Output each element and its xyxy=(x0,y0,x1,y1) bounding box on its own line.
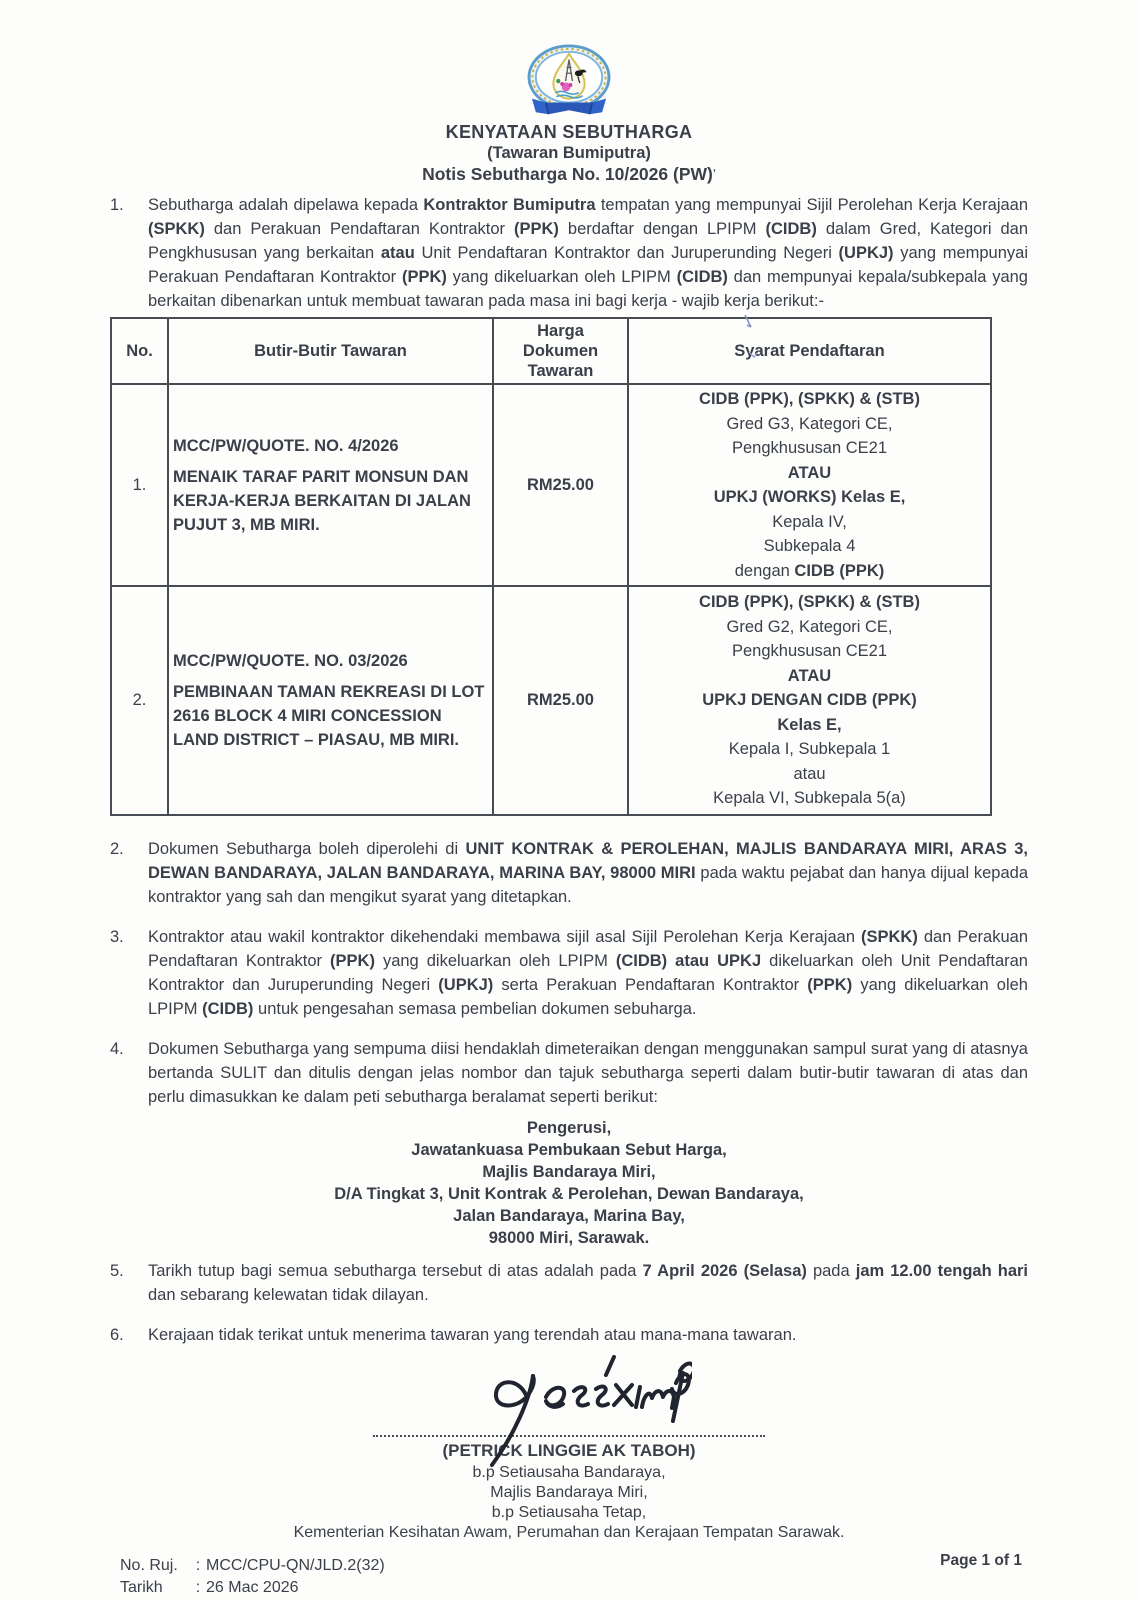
tender-table xyxy=(110,317,992,816)
handwritten-signature xyxy=(480,1351,692,1469)
date-colon: : xyxy=(195,1579,201,1596)
stray-scan-mark xyxy=(742,314,754,330)
item-number: 3. xyxy=(110,928,124,946)
item-text: Dokumen Sebutharga boleh diperolehi di UNIT KONTRAK & PEROLEHAN, MAJLIS BANDARAYA MIRI, ARAS 3, DEWAN BANDARAYA, JALAN BANDARAYA, MARINA BAY, 98000 MIRI pada waktu pejabat dan hanya dijual kepada kontraktor yang sah dan mengikut syarat yang ditetapkan. xyxy=(148,840,1028,906)
row-number: 2. xyxy=(111,586,168,815)
miri-city-council-crest-logo xyxy=(523,44,615,122)
item-number: 4. xyxy=(110,1040,124,1058)
item-number: 2. xyxy=(110,840,124,858)
quote-description: PEMBINAAN TAMAN REKREASI DI LOT 2616 BLOCK 4 MIRI CONCESSION LAND DISTRICT – PIASAU, MB MIRI. xyxy=(173,683,485,749)
item-number: 6. xyxy=(110,1326,124,1344)
document-subtitle: (Tawaran Bumiputra) xyxy=(487,144,651,162)
item-number: 5. xyxy=(110,1262,124,1280)
quote-description: MENAIK TARAF PARIT MONSUN DAN KERJA-KERJA BERKAITAN DI JALAN PUJUT 3, MB MIRI. xyxy=(173,467,471,534)
document-title: KENYATAAN SEBUTHARGA xyxy=(445,122,693,142)
item-text: Sebutharga adalah dipelawa kepada Kontraktor Bumiputra tempatan yang mempunyai Sijil Perolehan Kerja Kerajaan (SPKK) dan Perakuan Pendaftaran Kontraktor (PPK) berdaftar dengan LPIPM (CIDB) dalam Gred, Kategori dan Pengkhususan yang berkaitan atau Unit Pendaftaran Kontraktor dan Juruperunding Negeri (UPKJ) yang mempunyai Perakuan Pendaftaran Kontraktor (PPK) yang dikeluarkan oleh LPIPM (CIDB) dan mempunyai kepala/subkepala yang berkaitan dibenarkan untuk membuat tawaran pada masa ini bagi kerja - wajib kerja berikut:- xyxy=(148,196,1029,310)
stray-scan-mark xyxy=(747,349,759,361)
table-row xyxy=(111,586,991,815)
date-row xyxy=(120,1577,1028,1599)
document-header xyxy=(110,44,1028,185)
notice-item-4 xyxy=(110,1037,1028,1109)
notice-item-6 xyxy=(110,1323,1028,1347)
date-value: 26 Mac 2026 xyxy=(206,1579,299,1596)
quote-number: MCC/PW/QUOTE. NO. 03/2026 xyxy=(173,652,408,670)
table-header-row xyxy=(111,318,991,384)
document-price: RM25.00 xyxy=(493,586,628,815)
signatory-name: (PETRICK LINGGIE AK TABOH) xyxy=(442,1441,696,1460)
table-row xyxy=(111,384,991,586)
signatory-titles: b.p Setiausaha Bandaraya, Majlis Bandaraya Miri, b.p Setiausaha Tetap, Kementerian Kesihatan Awam, Perumahan dan Kerajaan Tempatan Sarawak. xyxy=(293,1464,845,1541)
item-text: Kontraktor atau wakil kontraktor dikehendaki membawa sijil asal Sijil Perolehan Kerja Kerajaan (SPKK) dan Perakuan Pendaftaran Kontraktor (PPK) yang dikeluarkan oleh LPIPM (CIDB) atau UPKJ dikeluarkan oleh Unit Pendaftaran Kontraktor dan Juruperunding Negeri (UPKJ) serta Perakuan Pendaftaran Kontraktor (PPK) yang dikeluarkan oleh LPIPM (CIDB) untuk pengesahan semasa pembelian dokumen sebuharga. xyxy=(148,928,1028,1018)
submission-address-block: Pengerusi, Jawatankuasa Pembukaan Sebut Harga, Majlis Bandaraya Miri, D/A Tingkat 3, Unit Kontrak & Perolehan, Dewan Bandaraya, Jalan Bandaraya, Marina Bay, 98000 Miri, Sarawak. xyxy=(334,1119,804,1247)
stray-pen-mark: ʼ xyxy=(712,168,716,180)
notice-item-5 xyxy=(110,1259,1028,1307)
item-text: Kerajaan tidak terikat untuk menerima tawaran yang terendah atau mana-mana tawaran. xyxy=(148,1326,797,1344)
col-header-butir: Butir-Butir Tawaran xyxy=(168,318,493,384)
document-price: RM25.00 xyxy=(493,384,628,586)
col-header-no: No. xyxy=(111,318,168,384)
col-header-syarat: Syarat Pendaftaran xyxy=(628,318,991,384)
page-number: Page 1 of 1 xyxy=(940,1552,1022,1569)
item-number: 1. xyxy=(110,196,124,214)
row-number: 1. xyxy=(111,384,168,586)
col-header-harga: Harga Dokumen Tawaran xyxy=(493,318,628,384)
ref-colon: : xyxy=(195,1557,201,1574)
tender-details xyxy=(168,586,493,815)
notice-number: Notis Sebutharga No. 10/2026 (PW)$^ʼ$ xyxy=(422,164,716,184)
quote-number: MCC/PW/QUOTE. NO. 4/2026 xyxy=(173,436,399,455)
notice-item-1 xyxy=(110,193,1028,313)
ref-value: MCC/CPU-QN/JLD.2(32) xyxy=(206,1557,385,1574)
reference-number-row xyxy=(120,1555,1028,1577)
signature-area xyxy=(110,1351,1028,1435)
tender-details xyxy=(168,384,493,586)
registration-requirements: CIDB (PPK), (SPKK) & (STB) Gred G3, Kategori CE, Pengkhususan CE21 ATAU UPKJ (WORKS) Kelas E, Kepala IV, Subkepala 4 dengan CIDB (PPK) xyxy=(628,384,991,586)
item-text: Dokumen Sebutharga yang sempuma diisi hendaklah dimeteraikan dengan menggunakan sampul surat yang di atasnya bertanda SULIT dan ditulis dengan jelas nombor dan tajuk sebutharga seperti dalam butir-butir tawaran di atas dan perlu dimasukkan ke dalam peti sebutharga beralamat seperti berikut: xyxy=(148,1040,1028,1106)
signature-section xyxy=(110,1351,1028,1543)
document-footer xyxy=(110,1555,1028,1599)
notice-item-2 xyxy=(110,837,1028,909)
registration-requirements: CIDB (PPK), (SPKK) & (STB) Gred G2, Kategori CE, Pengkhususan CE21 ATAU UPKJ DENGAN CIDB (PPK) Kelas E, Kepala I, Subkepala 1 atau Kepala VI, Subkepala 5(a) xyxy=(628,586,991,815)
item-text: Tarikh tutup bagi semua sebutharga tersebut di atas adalah pada 7 April 2026 (Selasa) pada jam 12.00 tengah hari dan sebarang kelewatan tidak dilayan. xyxy=(148,1262,1028,1304)
notice-item-3 xyxy=(110,925,1028,1021)
date-label: Tarikh xyxy=(120,1579,163,1596)
ref-label: No. Ruj. xyxy=(120,1557,178,1574)
